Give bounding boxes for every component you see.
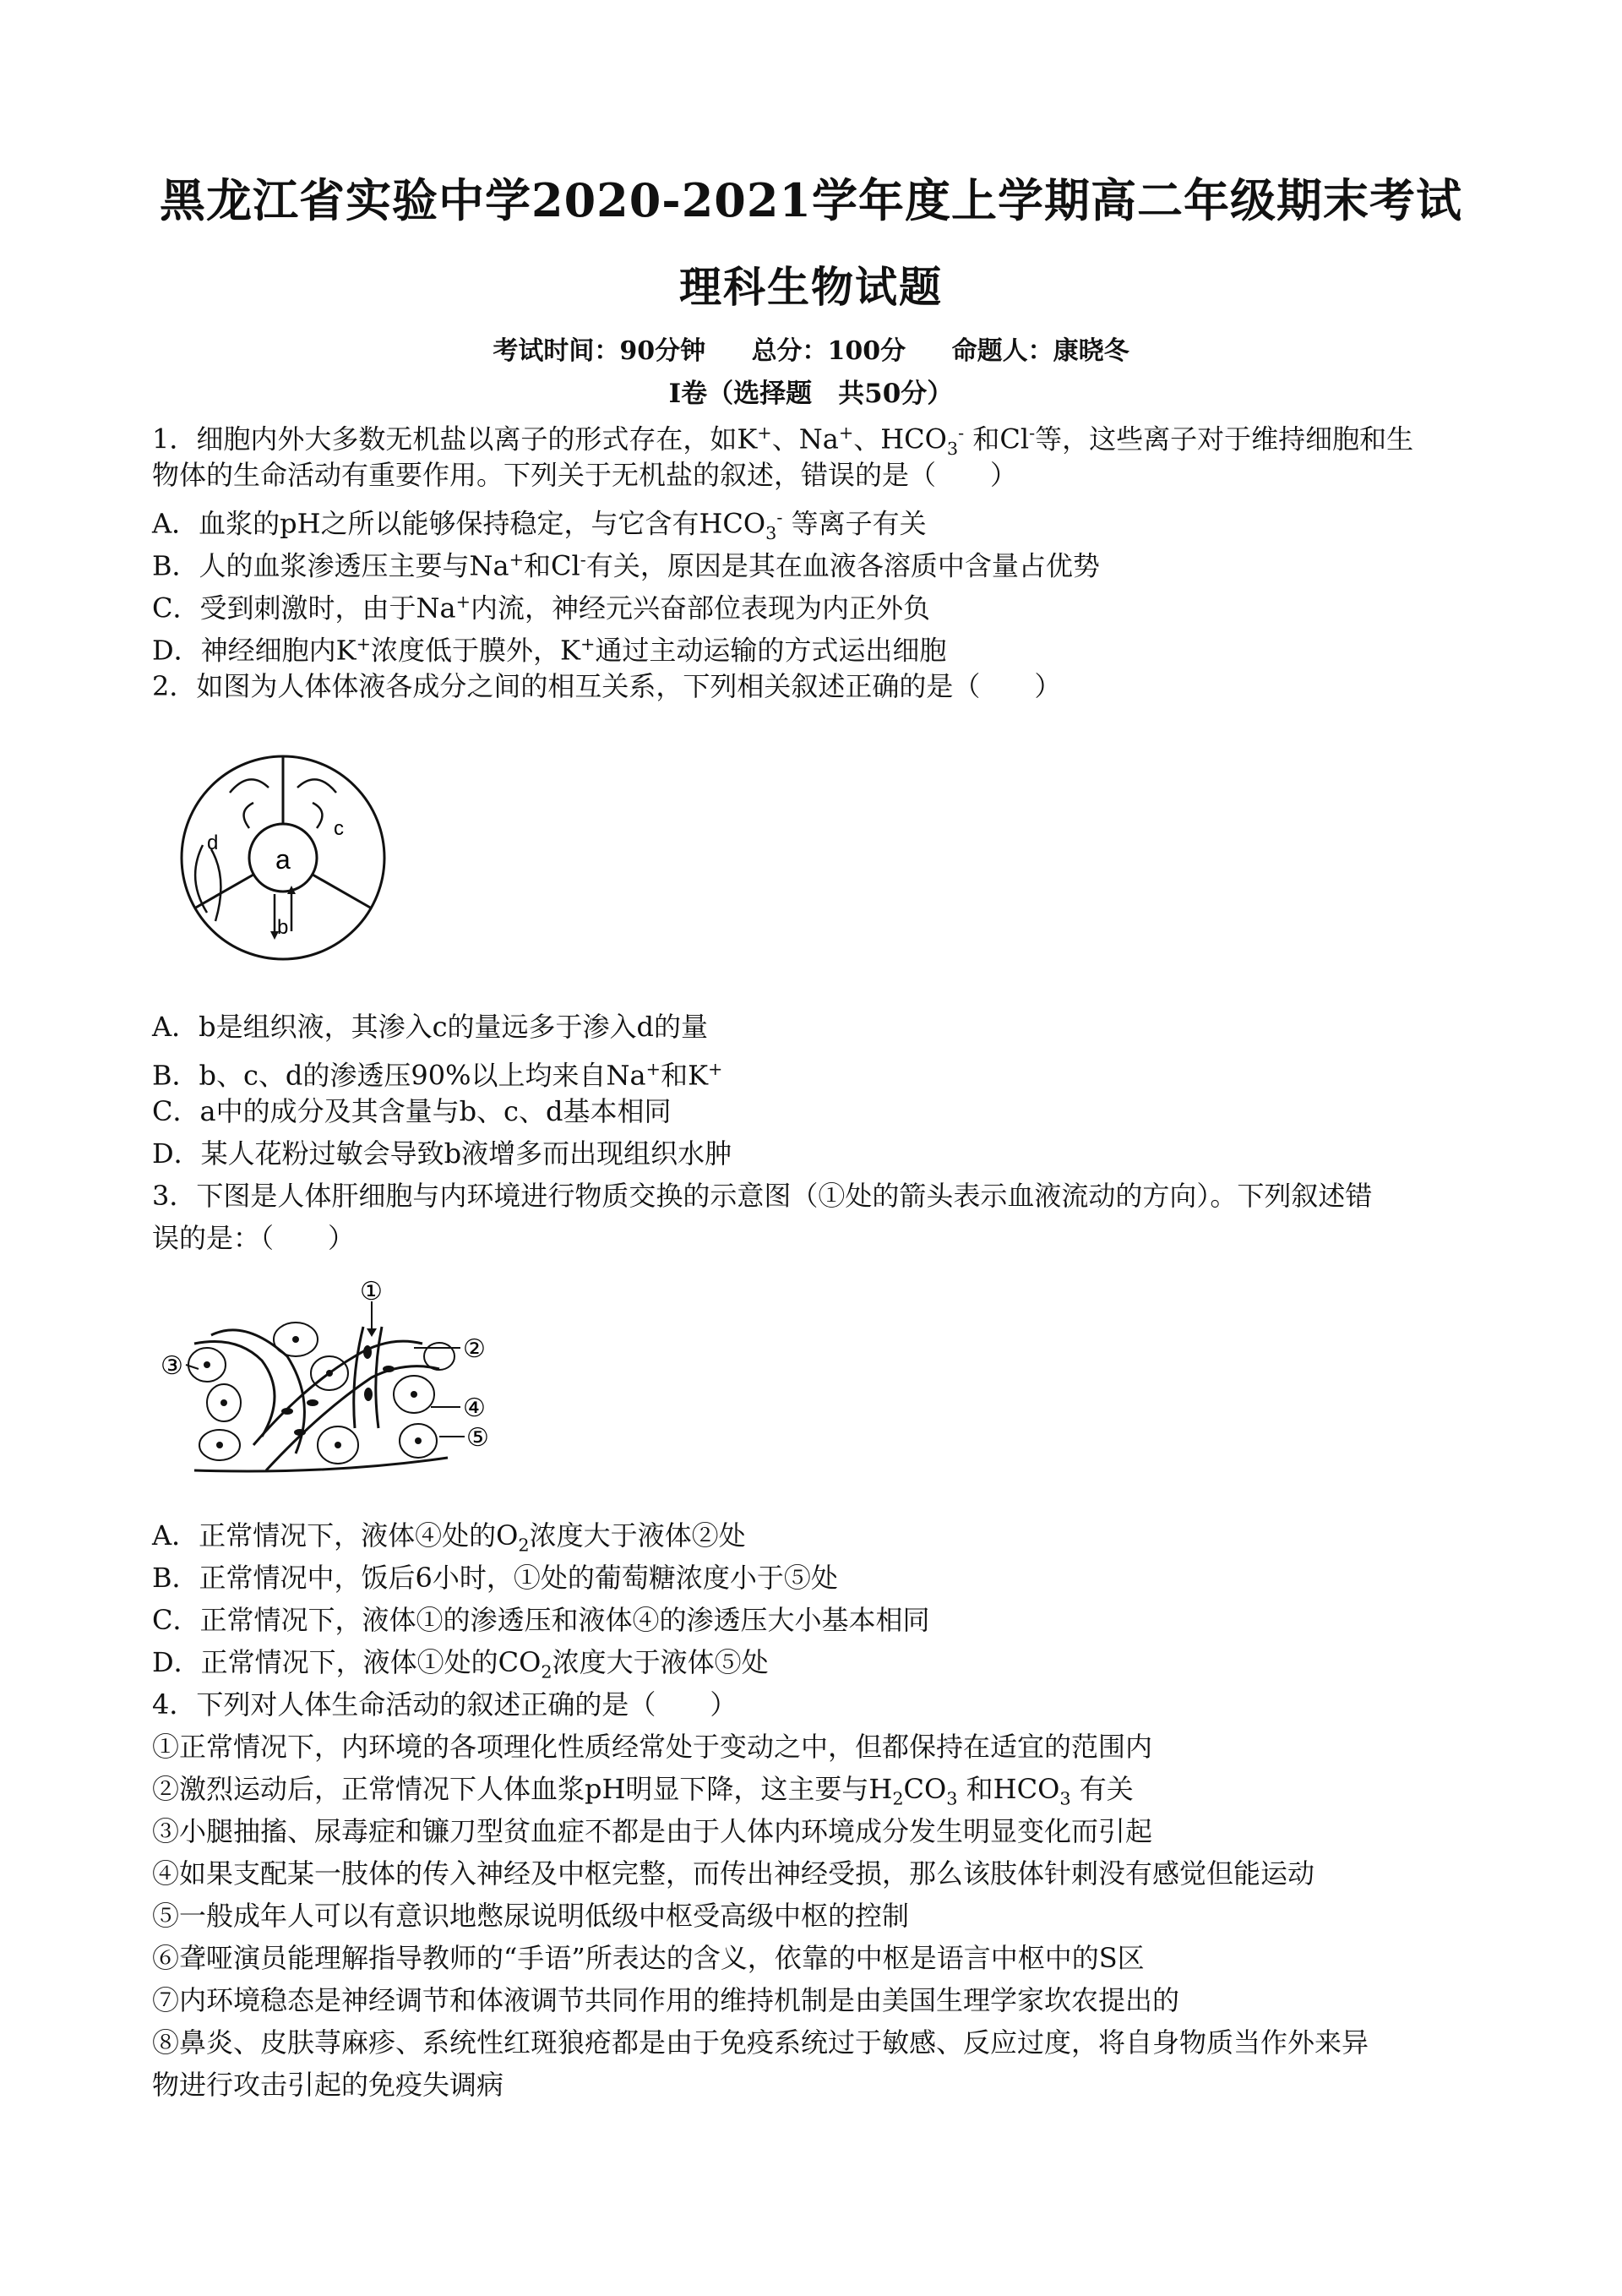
label-1: ① bbox=[360, 1277, 383, 1306]
blood-cell bbox=[307, 1399, 318, 1406]
arrow-top-right bbox=[297, 779, 336, 793]
vessel-wall-1 bbox=[253, 1341, 422, 1445]
q2-option-c: C．a中的成分及其含量与b、c、d基本相同 bbox=[152, 1095, 672, 1127]
q4-statement-5: ⑤一般成年人可以有意识地憋尿说明低级中枢受高级中枢的控制 bbox=[152, 1900, 910, 1932]
capillary-wall-left-2 bbox=[211, 1330, 304, 1453]
arrow-a-d bbox=[244, 803, 253, 828]
q2-option-a: A．b是组织液，其渗入c的量远多于渗入d的量 bbox=[152, 1011, 709, 1043]
vessel-branch-2 bbox=[376, 1327, 382, 1428]
bottom-boundary bbox=[194, 1458, 448, 1471]
q4-statement-8-line1: ⑧鼻炎、皮肤荨麻疹、系统性红斑狼疮都是由于免疫系统过于敏感、反应过度，将自身物质当作外来异 bbox=[152, 2026, 1369, 2059]
liver-cell-diagram bbox=[161, 1276, 515, 1487]
label-c: c bbox=[334, 817, 344, 840]
vessel-wall-2 bbox=[266, 1366, 439, 1470]
divider-left bbox=[194, 875, 253, 908]
nucleus bbox=[204, 1361, 210, 1368]
total-score: 总分：100分 bbox=[751, 336, 906, 366]
q1-stem-line2: 物体的生命活动有重要作用。下列关于无机盐的叙述，错误的是（ ） bbox=[152, 459, 1018, 491]
q2-stem: 2．如图为人体体液各成分之间的相互关系，下列相关叙述正确的是（ ） bbox=[152, 670, 1062, 702]
label-2: ② bbox=[463, 1334, 486, 1364]
blood-cell bbox=[281, 1408, 293, 1415]
label-d: d bbox=[207, 832, 219, 854]
q4-statement-1: ①正常情况下，内环境的各项理化性质经常处于变动之中，但都保持在适宜的范围内 bbox=[152, 1731, 1153, 1763]
nucleus bbox=[326, 1370, 333, 1377]
nucleus bbox=[292, 1336, 299, 1343]
q2-option-b: B．b、c、d的渗透压90%以上均来自Na+和K+ bbox=[152, 1059, 723, 1092]
cell-9 bbox=[424, 1343, 454, 1370]
q1-option-b: B．人的血浆渗透压主要与Na+和Cl-有关，原因是其在血液各溶质中含量占优势 bbox=[152, 549, 1100, 582]
label-3: ③ bbox=[161, 1351, 183, 1381]
label-a: a bbox=[275, 844, 291, 875]
exam-time: 考试时间：90分钟 bbox=[493, 336, 706, 366]
q3-stem-line2: 误的是：（ ） bbox=[152, 1222, 356, 1254]
nucleus bbox=[216, 1442, 223, 1448]
label-b: b bbox=[277, 916, 289, 939]
arrow-b-d bbox=[211, 849, 220, 921]
author: 命题人：康晓冬 bbox=[951, 336, 1129, 366]
nucleus bbox=[415, 1437, 422, 1444]
nucleus bbox=[411, 1391, 417, 1398]
q3-option-b: B．正常情况中，饭后6小时，①处的葡萄糖浓度小于⑤处 bbox=[152, 1562, 838, 1594]
q2-option-d: D．某人花粉过敏会导致b液增多而出现组织水肿 bbox=[152, 1137, 732, 1170]
blood-cell bbox=[383, 1366, 395, 1372]
label-4: ④ bbox=[463, 1393, 486, 1423]
vessel-branch-1 bbox=[354, 1327, 363, 1428]
exam-meta bbox=[0, 330, 1622, 367]
q3-option-d: D．正常情况下，液体①处的$CO_2$浓度大于液体⑤处 bbox=[152, 1646, 769, 1682]
blood-cell bbox=[363, 1345, 372, 1359]
q4-statement-4: ④如果支配某一肢体的传入神经及中枢完整，而传出神经受损，那么该肢体针刺没有感觉但能运动 bbox=[152, 1857, 1315, 1890]
q3-option-c: C．正常情况下，液体①的渗透压和液体④的渗透压大小基本相同 bbox=[152, 1604, 930, 1636]
q4-statement-2: ②激烈运动后，正常情况下人体血浆pH明显下降，这主要与$H_2CO_3$ 和$HCO_3$ 有关 bbox=[152, 1773, 1134, 1809]
q3-stem-line1: 3．下图是人体肝细胞与内环境进行物质交换的示意图（①处的箭头表示血液流动的方向）。下列叙述错 bbox=[152, 1180, 1373, 1212]
q1-stem-line1: 1．细胞内外大多数无机盐以离子的形式存在，如K+、Na+、$HCO_3^-$ 和Cl-等，这些离子对于维持细胞和生 bbox=[152, 423, 1414, 460]
blood-cell bbox=[294, 1429, 306, 1436]
q3-option-a: A．正常情况下，液体④处的$O_2$浓度大于液体②处 bbox=[152, 1519, 746, 1556]
blood-cell bbox=[364, 1388, 373, 1401]
q4-statement-6: ⑥聋哑演员能理解指导教师的“手语”所表达的含义，依靠的中枢是语言中枢中的S区 bbox=[152, 1942, 1145, 1974]
section-heading: Ⅰ卷（选择题 共50分） bbox=[668, 379, 954, 409]
exam-title: 黑龙江省实验中学2020-2021学年度上学期高二年级期末考试 bbox=[160, 173, 1462, 227]
body-fluid-diagram bbox=[169, 744, 397, 972]
nucleus bbox=[335, 1442, 341, 1448]
q4-statement-8-line2: 物进行攻击引起的免疫失调病 bbox=[152, 2069, 504, 2101]
label-5: ⑤ bbox=[466, 1423, 489, 1453]
flow-arrowhead bbox=[367, 1328, 377, 1337]
divider-right bbox=[313, 875, 372, 908]
q1-option-a: A．血浆的pH之所以能够保持稳定，与它含有$HCO_3^-$ 等离子有关 bbox=[152, 507, 927, 544]
q1-option-c: C．受到刺激时，由于Na+内流，神经元兴奋部位表现为内正外负 bbox=[152, 592, 931, 624]
arrow-top-left bbox=[230, 779, 269, 793]
q4-stem: 4．下列对人体生命活动的叙述正确的是（ ） bbox=[152, 1688, 738, 1721]
q1-option-d: D．神经细胞内K+浓度低于膜外，K+通过主动运输的方式运出细胞 bbox=[152, 634, 947, 667]
nucleus bbox=[220, 1399, 227, 1406]
arrow-a-c bbox=[313, 803, 322, 828]
q4-statement-7: ⑦内环境稳态是神经调节和体液调节共同作用的维持机制是由美国生理学家坎农提出的 bbox=[152, 1984, 1180, 2016]
q4-statement-3: ③小腿抽搐、尿毒症和镰刀型贫血症不都是由于人体内环境成分发生明显变化而引起 bbox=[152, 1815, 1153, 1847]
exam-subtitle: 理科生物试题 bbox=[679, 262, 943, 312]
